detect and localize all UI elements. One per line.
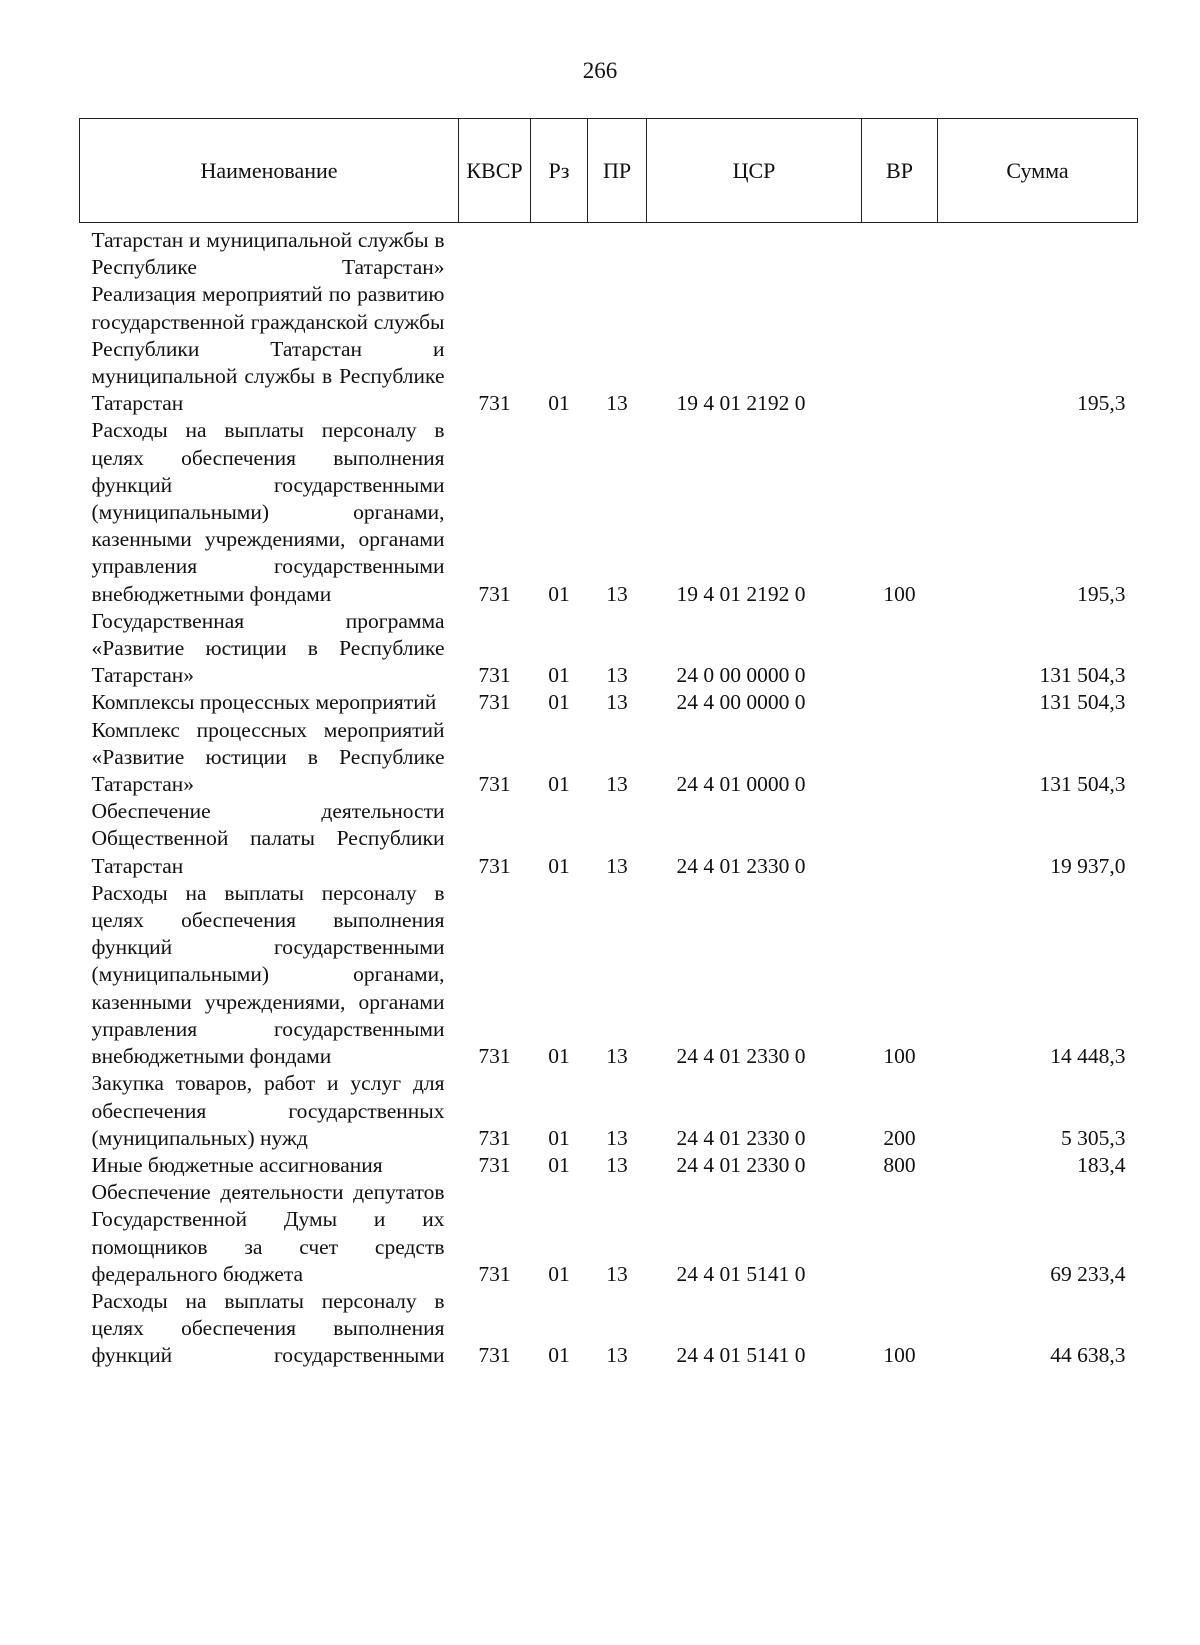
row-pr: 13 xyxy=(606,391,628,416)
row-csr: 19 4 01 2192 0 xyxy=(676,581,806,606)
row-name: Государственная программа «Развитие юстиции в Республике Татарстан» xyxy=(91,608,445,688)
row-pr: 13 xyxy=(606,1044,628,1069)
row-vr xyxy=(862,689,938,716)
row-pr: 13 xyxy=(606,1152,628,1177)
row-vr xyxy=(862,717,938,799)
row-rz: 01 xyxy=(548,1044,570,1069)
header-vr: ВР xyxy=(862,119,938,223)
table-row xyxy=(80,223,1138,282)
row-csr: 24 4 00 0000 0 xyxy=(676,690,806,715)
row-csr: 19 4 01 2192 0 xyxy=(676,391,806,416)
row-name: Иные бюджетные ассигнования xyxy=(91,1152,383,1177)
row-name: Расходы на выплаты персоналу в целях обеспечения выполнения функций государственными (муниципальными) органами, казенными учреждениями, органами управления государственными внебюджетными фондами xyxy=(91,880,445,1069)
row-vr xyxy=(862,223,938,282)
row-kvsr: 731 xyxy=(478,772,511,797)
row-sum: 5 305,3 xyxy=(1061,1125,1126,1150)
row-kvsr: 731 xyxy=(478,663,511,688)
row-rz: 01 xyxy=(548,391,570,416)
row-name: Комплексы процессных мероприятий xyxy=(91,690,437,715)
row-rz: 01 xyxy=(548,663,570,688)
row-name: Реализация мероприятий по развитию государственной гражданской службы Республики Татарстан и муниципальной службы в Республике Татарстан xyxy=(91,282,445,416)
row-rz: 01 xyxy=(548,1152,570,1177)
table-row xyxy=(80,1152,1138,1179)
row-vr: 800 xyxy=(883,1152,916,1177)
table-row xyxy=(80,1288,1138,1370)
row-rz: 01 xyxy=(548,1343,570,1368)
row-name: Закупка товаров, работ и услуг для обеспечения государственных (муниципальных) нужд xyxy=(91,1071,445,1150)
row-vr xyxy=(862,608,938,690)
table-row xyxy=(80,281,1138,417)
row-name: Расходы на выплаты персоналу в целях обеспечения выполнения функций государственными (муниципальными) органами, казенными учреждениями, органами управления государственными внебюджетными фондами xyxy=(91,418,445,606)
table-header xyxy=(80,119,1138,223)
row-kvsr: 731 xyxy=(478,1152,511,1177)
page-number: 266 xyxy=(582,58,618,83)
header-sum: Сумма xyxy=(938,119,1138,223)
row-csr: 24 4 01 2330 0 xyxy=(676,1044,806,1069)
row-vr: 100 xyxy=(883,1343,916,1368)
row-rz: 01 xyxy=(548,772,570,797)
table-row xyxy=(80,798,1138,880)
row-vr: 200 xyxy=(883,1125,916,1150)
header-name: Наименование xyxy=(80,119,459,223)
row-name: Татарстан и муниципальной службы в Республике Татарстан» xyxy=(91,228,445,280)
table-row xyxy=(80,1179,1138,1288)
row-pr xyxy=(588,223,647,282)
row-rz: 01 xyxy=(548,690,570,715)
table-row xyxy=(80,689,1138,716)
row-vr xyxy=(862,281,938,417)
row-name: Обеспечение деятельности Общественной палаты Республики Татарстан xyxy=(91,799,445,878)
row-csr: 24 4 01 5141 0 xyxy=(676,1261,806,1286)
row-kvsr: 731 xyxy=(478,853,511,878)
row-sum: 69 233,4 xyxy=(1050,1261,1126,1286)
row-kvsr: 731 xyxy=(478,1261,511,1286)
header-pr: ПР xyxy=(588,119,647,223)
row-kvsr xyxy=(459,223,531,282)
row-vr xyxy=(862,798,938,880)
row-csr: 24 4 01 5141 0 xyxy=(676,1343,806,1368)
table-row xyxy=(80,608,1138,690)
table-row xyxy=(80,717,1138,799)
row-rz xyxy=(531,223,588,282)
row-sum: 19 937,0 xyxy=(1050,853,1126,878)
row-kvsr: 731 xyxy=(478,1343,511,1368)
row-vr xyxy=(862,1179,938,1288)
row-pr: 13 xyxy=(606,1125,628,1150)
table-row xyxy=(80,1070,1138,1152)
row-kvsr: 731 xyxy=(478,1125,511,1150)
header-csr: ЦСР xyxy=(647,119,862,223)
row-name: Расходы на выплаты персоналу в целях обеспечения выполнения функций государственными xyxy=(91,1288,445,1368)
row-vr: 100 xyxy=(883,581,916,606)
row-pr: 13 xyxy=(606,1343,628,1368)
budget-table xyxy=(79,118,1138,1370)
row-sum: 131 504,3 xyxy=(1039,772,1126,797)
row-csr xyxy=(647,223,862,282)
table-row xyxy=(80,880,1138,1070)
row-pr: 13 xyxy=(606,581,628,606)
row-sum xyxy=(938,223,1138,282)
row-pr: 13 xyxy=(606,690,628,715)
row-pr: 13 xyxy=(606,853,628,878)
row-csr: 24 4 01 2330 0 xyxy=(676,1125,806,1150)
row-csr: 24 0 00 0000 0 xyxy=(676,663,806,688)
table-row xyxy=(80,417,1138,607)
row-pr: 13 xyxy=(606,663,628,688)
row-pr: 13 xyxy=(606,1261,628,1286)
row-sum: 131 504,3 xyxy=(1039,663,1126,688)
row-vr: 100 xyxy=(883,1044,916,1069)
row-rz: 01 xyxy=(548,1261,570,1286)
row-name: Комплекс процессных мероприятий «Развитие юстиции в Республике Татарстан» xyxy=(91,717,445,797)
row-rz: 01 xyxy=(548,581,570,606)
row-kvsr: 731 xyxy=(478,581,511,606)
row-csr: 24 4 01 2330 0 xyxy=(676,853,806,878)
row-kvsr: 731 xyxy=(478,1044,511,1069)
row-csr: 24 4 01 2330 0 xyxy=(676,1152,806,1177)
row-pr: 13 xyxy=(606,772,628,797)
row-rz: 01 xyxy=(548,1125,570,1150)
row-name: Обеспечение деятельности депутатов Государственной Думы и их помощников за счет средств федерального бюджета xyxy=(91,1180,445,1286)
row-kvsr: 731 xyxy=(478,690,511,715)
row-csr: 24 4 01 0000 0 xyxy=(676,772,806,797)
row-sum: 44 638,3 xyxy=(1050,1343,1126,1368)
row-kvsr: 731 xyxy=(478,391,511,416)
row-sum: 14 448,3 xyxy=(1050,1044,1126,1069)
table-body xyxy=(80,223,1138,1370)
row-sum: 183,4 xyxy=(1077,1152,1126,1177)
header-rz: Рз xyxy=(531,119,588,223)
row-sum: 131 504,3 xyxy=(1039,690,1126,715)
row-sum: 195,3 xyxy=(1077,391,1126,416)
row-rz: 01 xyxy=(548,853,570,878)
header-kvsr: КВСР xyxy=(459,119,531,223)
row-sum: 195,3 xyxy=(1077,581,1126,606)
